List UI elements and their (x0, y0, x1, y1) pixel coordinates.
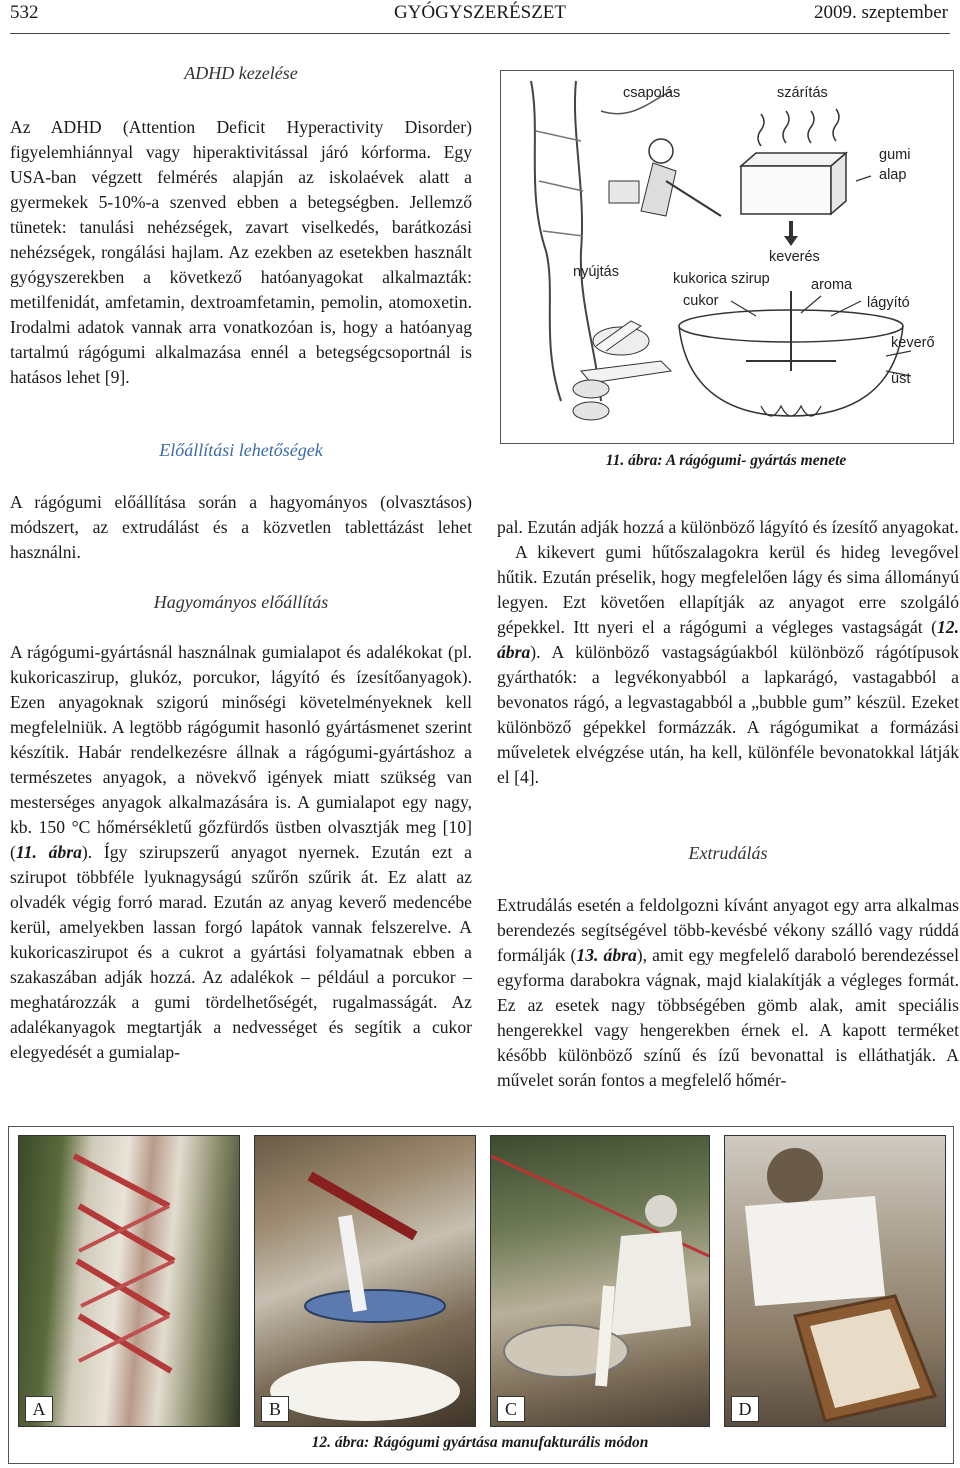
right-figure-ref: 12. ábra (497, 617, 959, 662)
right-text-1: pal. Ezután adják hozzá a különböző lágyító és ízesítő anyagokat. (497, 517, 959, 537)
photo-d-pressing-gum (724, 1135, 946, 1427)
issue-date: 2009. szeptember (813, 2, 948, 23)
label-kevero: keverő (891, 335, 935, 351)
figure-11-diagram (500, 70, 954, 444)
mixing-scene (491, 1136, 709, 1426)
label-ust: üst (891, 371, 911, 387)
gum-process-illustration (501, 71, 953, 443)
label-csapolas: csapolás (623, 85, 681, 101)
adhd-paragraph (10, 115, 472, 390)
label-cukor: cukor (683, 293, 719, 309)
traditional-text-1: A rágógumi-gyártásnál használnak gumialapot és adalékokat (pl. kukoricaszirup, glukóz, porcukor, lágyító és ízesítőanyagok). Ezen anyagoknak szigorú minőségi követelményeknek kell megfelelniük. A legtöbb rágógumit hasonló gyártásmenet szerint készítik. Habár rendelkezésre állnak a rágógumi-gyártáshoz a természetes anyagok, a növekvő igények miatt szükség van mesterséges anyagok alkalmazására is. A gumialapot egy nagy, kb. 150 °C hőmérsékletű gőzfürdős üstben olvasztják meg [10] ( (10, 642, 472, 862)
adhd-heading: ADHD kezelése (184, 63, 298, 83)
latex-pouring (255, 1136, 475, 1426)
right-text-2a: A kikevert gumi hűtőszalagokra kerül és hideg levegővel hűtik. Ezután préselik, hogy megfelelően lágy és sima állományú legyen. Ezt követően ellapítják az anyagot erre szolgáló gépekkel. Itt nyeri el a rágógumi a végleges vastagságát ( (497, 542, 959, 637)
extrusion-heading: Extrudálás (688, 843, 768, 863)
section-heading: Előállítási lehetőségek (159, 440, 323, 460)
tree-tapping-cuts (19, 1136, 239, 1426)
photo-label-c: C (497, 1396, 525, 1422)
extrusion-text-a: Extrudálás esetén a feldolgozni kívánt anyagot egy arra alkalmas berendezés segítségével több-kevésbé vékony szálló vagy rúddá formálják ( (497, 895, 959, 965)
figure-12-caption: 12. ábra: Rágógumi gyártása manufakturális módon (311, 1434, 649, 1451)
pressing-scene (725, 1136, 945, 1426)
photo-label-d: D (731, 1396, 759, 1422)
label-szaritas: szárítás (777, 85, 828, 101)
extrusion-paragraph (497, 893, 959, 1093)
page-number: 532 (10, 2, 39, 23)
journal-title: GYÓGYSZERÉSZET (393, 2, 567, 23)
section-text: A rágógumi előállítása során a hagyományos (olvasztásos) módszert, az extrudálást és a közvetlen tablettázást lehet használni. (10, 492, 472, 562)
photo-a-tapped-tree (18, 1135, 240, 1427)
label-lagyito: lágyító (867, 295, 910, 311)
traditional-paragraph (10, 640, 472, 1065)
photo-label-a: A (25, 1396, 53, 1422)
traditional-heading: Hagyományos előállítás (153, 592, 329, 612)
header-rule (10, 33, 950, 34)
right-text-2b: ). A különböző vastagságúakból különböző rágótípusok gyárthatók: a legvékonyabból a lapkarágó, vastagabból a bevonatos rágó, a legvastagabból a „bubble gum” készül. Ezeket különböző gépekkel formázzák. A rágógumikat a formázási műveletek elvégzése után, ha kell, különféle bevonatokkal látják el [4]. (497, 642, 959, 787)
photo-c-mixing (490, 1135, 710, 1427)
photo-b-filtering-latex (254, 1135, 476, 1427)
label-aroma: aroma (811, 277, 853, 293)
photo-label-b: B (261, 1396, 289, 1422)
label-nyujtas: nyújtás (573, 264, 619, 280)
extrusion-text-b: ), amit egy megfelelő daraboló berendezéssel egyforma darabokra vágnak, majd kialakítják a végleges formát. Ez az esetek nagy többségében gömb alak, amit speciális hengerekkel vagy hengerekben érnek el. A kapott terméket később különböző színű és ízű bevonattal is elláthatják. A művelet során fontos a megfelelő hőmér- (497, 945, 959, 1090)
extrusion-figure-ref: 13. ábra (576, 945, 637, 965)
label-kukorica-szirup: kukorica szirup (673, 271, 770, 287)
figure-11-caption: 11. ábra: A rágógumi- gyártás menete (605, 452, 847, 469)
right-column-text (497, 515, 959, 790)
traditional-figure-ref: 11. ábra (15, 842, 82, 862)
traditional-text-2: ). Így szirupszerű anyagot nyernek. Ezután ezt a szirupot többféle lyuknagyságú szűrőn szűrik át. Ez alatt az olvadék végig forró marad. Ezután az anyag keverő medencébe kerül, amelyekben lassan forgó lapátok vannak felszerelve. A kukoricaszirupot és a cukrot a gyártási folyamatnak ebben a szakaszában adják hozzá. Az adalékok – például a porcukor – meghatározzák a gumi tördelhetőségét, rugalmasságát. Az adalékanyagok megtartják a nedvességet és segítik a cukor elegyedését a gumialap- (10, 842, 472, 1062)
adhd-text: Az ADHD (Attention Deficit Hyperactivity Disorder) figyelemhiánnyal vagy hiperaktivitással járó kórforma. Egy USA-ban végzett felmérés alapján az iskolaévek alatt a gyermekek 5-10%-a szenved ebben a betegségben. Jellemző tünetek: tanulási nehézségek, zavart viselkedés, barátkozási nehézségek, rongálási hajlam. Az ezekben az esetekben használt gyógyszerekben a következő hatóanyagokat alkalmazták: metilfenidát, amfetamin, dextroamfetamin, pemolin, atomoxetin. Irodalmi adatok vannak arra vonatkozóan is, hogy a hatóanyag tartalmú rágógumi alkalmazása ennél a betegségcsoportnál is hatásos lehet [9]. (10, 117, 472, 387)
label-gumi: gumi (879, 147, 911, 163)
label-keveres: keverés (769, 249, 820, 265)
section-paragraph (10, 490, 472, 565)
label-alap: alap (879, 167, 907, 183)
